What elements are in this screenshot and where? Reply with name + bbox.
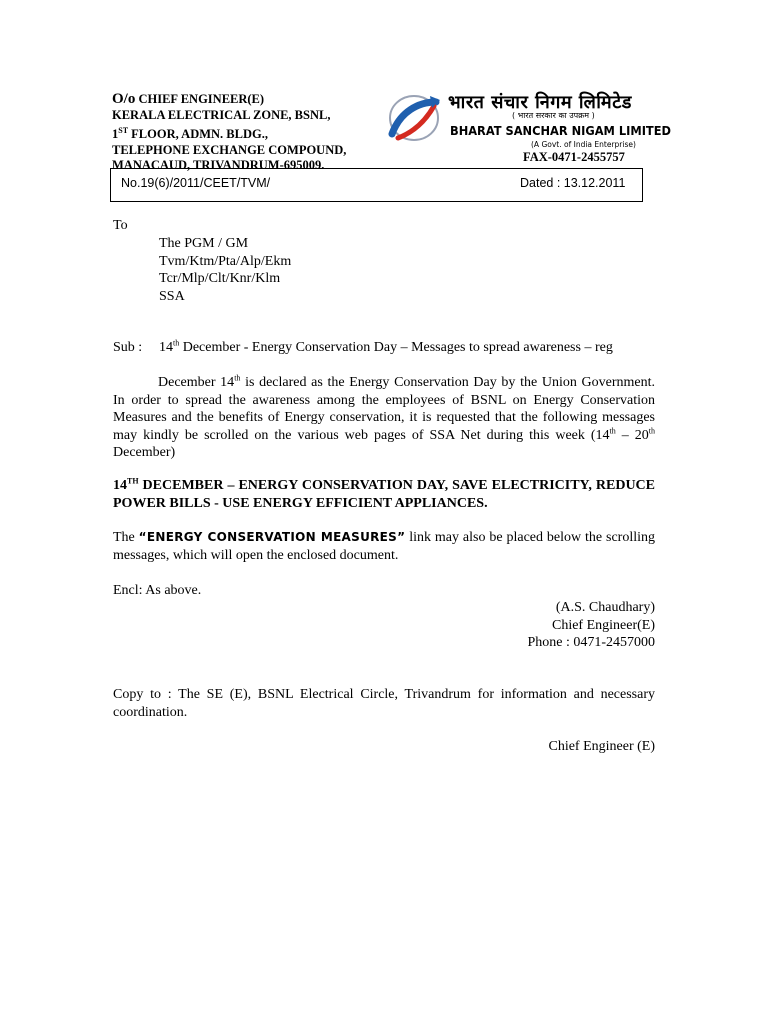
address-line3: 1ST FLOOR, ADMN. BLDG., xyxy=(112,126,268,142)
energy-measures-link: “ENERGY CONSERVATION MEASURES” xyxy=(138,530,406,544)
signatory-name: (A.S. Chaudhary) xyxy=(555,600,655,615)
brand-english-sub: (A Govt. of India Enterprise) xyxy=(531,140,636,149)
body-paragraph-1: December 14th is declared as the Energy Conservation Day by the Union Government. In order to spread the awareness among the employees of BSNL on Energy Conservation Measures and the benefits of Energy conservation, it is requested that the following messages may kindly be scrolled on the various web pages of SSA Net during this week (14th – 20th December) xyxy=(113,373,655,460)
subject-label: Sub : xyxy=(113,340,143,355)
brand-hindi: भारत संचार निगम लिमिटेड xyxy=(448,92,632,113)
recipient-line: Tvm/Ktm/Pta/Alp/Ekm xyxy=(159,253,292,269)
sender-address xyxy=(112,92,346,174)
address-line4: TELEPHONE EXCHANGE COMPOUND, xyxy=(112,142,347,157)
enclosure-note: Encl: As above. xyxy=(113,583,202,598)
copy-to: Copy to : The SE (E), BSNL Electrical Circle, Trivandrum for information and necessary coordination. xyxy=(113,687,655,720)
recipient-block xyxy=(159,235,291,305)
signatory-phone: Phone : 0471-2457000 xyxy=(527,635,655,650)
address-line5: MANACAUD, TRIVANDRUM-695009. xyxy=(112,158,325,173)
bsnl-logo xyxy=(384,88,444,153)
brand-english: BHARAT SANCHAR NIGAM LIMITED xyxy=(450,124,671,138)
reference-number: No.19(6)/2011/CEET/TVM/ xyxy=(121,176,271,190)
brand-hindi-sub: ( भारत सरकार का उपक्रम ) xyxy=(512,111,595,120)
reference-date: Dated : 13.12.2011 xyxy=(520,176,626,190)
signature-block xyxy=(400,599,655,652)
recipient-line: Tcr/Mlp/Clt/Knr/Klm xyxy=(159,271,281,286)
copy-signatory: Chief Engineer (E) xyxy=(548,739,655,754)
to-label: To xyxy=(113,218,128,233)
awareness-message: 14TH DECEMBER – ENERGY CONSERVATION DAY, SAVE ELECTRICITY, REDUCE POWER BILLS - USE ENERGY EFFICIENT APPLIANCES. xyxy=(113,476,655,511)
signatory-title: Chief Engineer(E) xyxy=(551,617,655,633)
address-line2: KERALA ELECTRICAL ZONE, BSNL, xyxy=(112,107,331,122)
subject-text: 14th December - Energy Conservation Day – Messages to spread awareness – reg xyxy=(159,338,613,355)
fax-number: FAX-0471-2455757 xyxy=(523,150,625,164)
body-paragraph-2: The “ENERGY CONSERVATION MEASURES” link may also be placed below the scrolling messages, which will open the enclosed document. xyxy=(113,530,656,563)
address-prefix: O/o xyxy=(112,91,136,107)
address-line1: CHIEF ENGINEER(E) xyxy=(138,92,265,106)
reference-box xyxy=(110,168,643,202)
recipient-line: SSA xyxy=(159,288,185,304)
recipient-line: The PGM / GM xyxy=(159,236,249,251)
